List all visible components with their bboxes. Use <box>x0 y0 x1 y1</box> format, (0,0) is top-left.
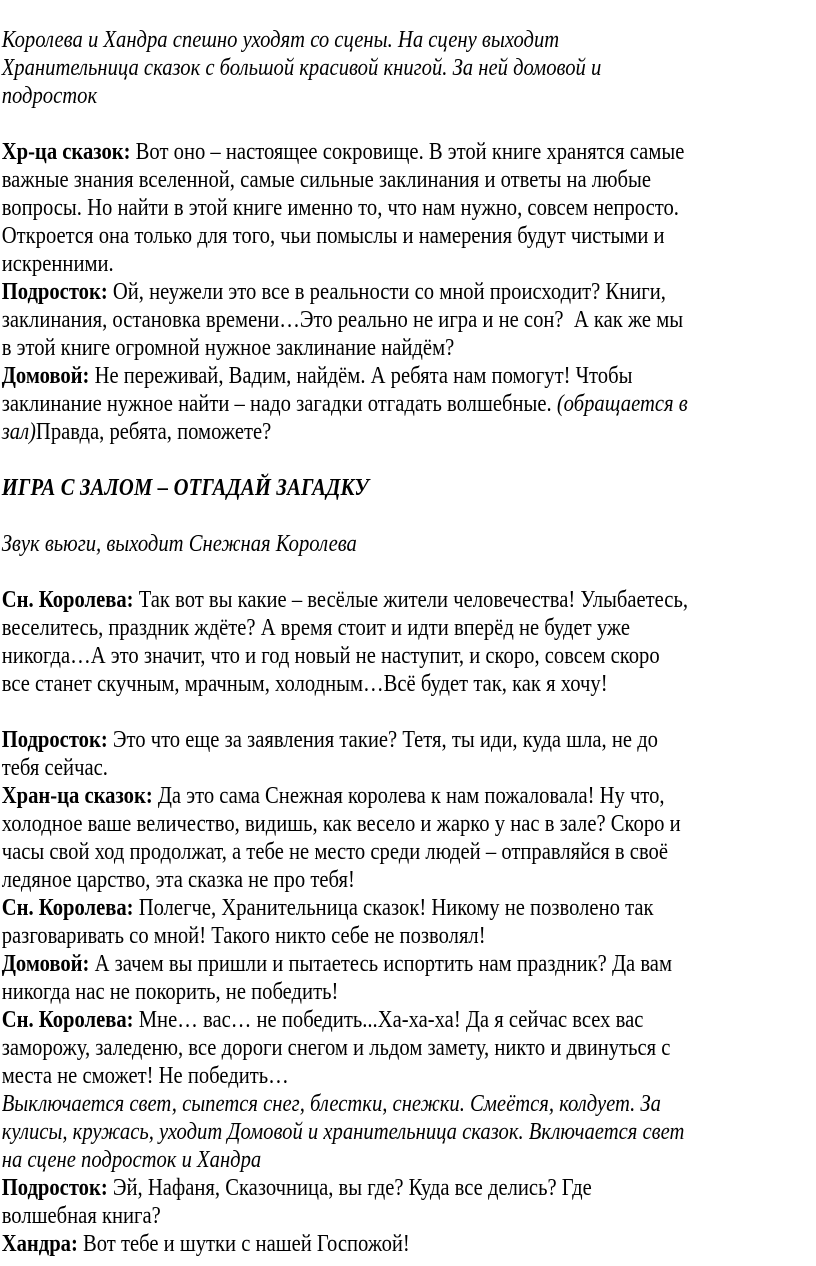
text-line <box>2 194 816 222</box>
dialogue-text: Вот тебе и шутки с нашей Госпожой! <box>77 1231 410 1257</box>
dialogue-text: заклинание нужное найти – надо загадки отгадать волшебные. <box>1 391 557 417</box>
text-line <box>2 1006 816 1034</box>
text-line <box>2 474 816 502</box>
text-line <box>2 586 816 614</box>
dialogue <box>2 278 816 362</box>
dialogue-text: холодное ваше величество, видишь, как весело и жарко у нас в зале? Скоро и <box>1 811 681 837</box>
text-line <box>2 866 816 894</box>
scene-heading <box>2 474 816 502</box>
dialogue-text: заморожу, заледеню, все дороги снегом и льдом замету, никто и двинуться с <box>1 1035 671 1061</box>
dialogue <box>2 362 816 446</box>
dialogue <box>2 1230 816 1258</box>
speaker-label: Сн. Королева: <box>1 895 134 921</box>
text-line <box>2 54 816 82</box>
dialogue-text: Ой, неужели это все в реальности со мной происходит? Книги, <box>107 279 666 305</box>
text-line <box>2 306 816 334</box>
text-line <box>2 334 816 362</box>
stage-direction-text: подросток <box>1 83 98 109</box>
dialogue-text: искренними. <box>1 251 114 277</box>
stage-direction-text: Королева и Хандра спешно уходят со сцены. На сцену выходит <box>1 27 560 53</box>
dialogue <box>2 782 816 894</box>
dialogue-text: волшебная книга? <box>1 1203 161 1229</box>
text-line <box>2 838 816 866</box>
stage-direction-text: на сцене подросток и Хандра <box>1 1147 262 1173</box>
text-line <box>2 894 816 922</box>
stage-direction <box>2 1090 816 1174</box>
dialogue <box>2 138 816 278</box>
speaker-label: Подросток: <box>1 1175 108 1201</box>
text-line <box>2 642 816 670</box>
dialogue-text: заклинания, остановка времени…Это реально не игра и не сон? А как же мы <box>1 307 684 333</box>
dialogue <box>2 586 816 698</box>
dialogue-text: все станет скучным, мрачным, холодным…Всё будет так, как я хочу! <box>1 671 608 697</box>
dialogue-text: часы свой ход продолжат, а тебе не место среди людей – отправляйся в своё <box>1 839 669 865</box>
text-line <box>2 1230 816 1258</box>
stage-direction-text: кулисы, кружась, уходит Домовой и хранительница сказок. Включается свет <box>1 1119 685 1145</box>
speaker-label: Подросток: <box>1 279 108 305</box>
text-line <box>2 418 816 446</box>
text-line <box>2 138 816 166</box>
text-line <box>2 1034 816 1062</box>
speaker-label: Подросток: <box>1 727 108 753</box>
text-line <box>2 82 816 110</box>
text-line <box>2 1174 816 1202</box>
text-line <box>2 530 816 558</box>
dialogue-text: Вот оно – настоящее сокровище. В этой книге хранятся самые <box>130 139 685 165</box>
speaker-label: Домовой: <box>1 363 90 389</box>
dialogue-text: веселитесь, праздник ждёте? А время стоит и идти вперёд не будет уже <box>1 615 630 641</box>
dialogue-text: Мне… вас… не победить...Ха-ха-ха! Да я сейчас всех вас <box>133 1007 644 1033</box>
speaker-label: Хандра: <box>1 1231 78 1257</box>
text-line <box>2 362 816 390</box>
dialogue-text: тебя сейчас. <box>1 755 108 781</box>
dialogue <box>2 726 816 782</box>
stage-direction <box>2 26 816 110</box>
inline-stage-note: зал) <box>1 419 36 445</box>
speaker-label: Сн. Королева: <box>1 1007 134 1033</box>
text-line <box>2 1090 816 1118</box>
dialogue-text: Это что еще за заявления такие? Тетя, ты иди, куда шла, не до <box>107 727 658 753</box>
text-line <box>2 754 816 782</box>
text-line <box>2 390 816 418</box>
text-line <box>2 166 816 194</box>
dialogue-text: никогда нас не покорить, не победить! <box>1 979 339 1005</box>
text-line <box>2 670 816 698</box>
text-line <box>2 922 816 950</box>
text-line <box>2 1146 816 1174</box>
dialogue-text: Эй, Нафаня, Сказочница, вы где? Куда все делись? Где <box>107 1175 592 1201</box>
dialogue-text: Не переживай, Вадим, найдём. А ребята нам помогут! Чтобы <box>89 363 633 389</box>
dialogue-text: Откроется она только для того, чьи помыслы и намерения будут чистыми и <box>1 223 665 249</box>
text-line <box>2 614 816 642</box>
text-line <box>2 1062 816 1090</box>
dialogue-text: Так вот вы какие – весёлые жители человечества! Улыбаетесь, <box>133 587 689 613</box>
dialogue-text: важные знания вселенной, самые сильные заклинания и ответы на любые <box>1 167 651 193</box>
heading-text: ИГРА С ЗАЛОМ – ОТГАДАЙ ЗАГАДКУ <box>1 475 369 501</box>
text-line <box>2 810 816 838</box>
text-line <box>2 1202 816 1230</box>
dialogue <box>2 1174 816 1230</box>
dialogue-text: места не сможет! Не победить… <box>1 1063 289 1089</box>
dialogue-text: А зачем вы пришли и пытаетесь испортить нам праздник? Да вам <box>89 951 673 977</box>
dialogue-text: Да это сама Снежная королева к нам пожаловала! Ну что, <box>152 783 665 809</box>
speaker-label: Хр-ца сказок: <box>1 139 131 165</box>
dialogue <box>2 894 816 950</box>
stage-direction-text: Выключается свет, сыпется снег, блестки, снежки. Смеётся, колдует. За <box>1 1091 661 1117</box>
inline-stage-note: (обращается в <box>556 391 688 417</box>
speaker-label: Домовой: <box>1 951 90 977</box>
text-line <box>2 950 816 978</box>
dialogue-text: Правда, ребята, поможете? <box>35 419 272 445</box>
dialogue-text: разговаривать со мной! Такого никто себе не позволял! <box>1 923 486 949</box>
stage-direction-text: Хранительница сказок с большой красивой книгой. За ней домовой и <box>1 55 602 81</box>
speaker-label: Хран-ца сказок: <box>1 783 153 809</box>
dialogue-text: никогда…А это значит, что и год новый не наступит, и скоро, совсем скоро <box>1 643 660 669</box>
dialogue-text: в этой книге огромной нужное заклинание найдём? <box>1 335 455 361</box>
text-line <box>2 726 816 754</box>
text-line <box>2 278 816 306</box>
stage-direction-text: Звук вьюги, выходит Снежная Королева <box>1 531 357 557</box>
text-line <box>2 26 816 54</box>
dialogue <box>2 950 816 1006</box>
text-line <box>2 1118 816 1146</box>
text-line <box>2 222 816 250</box>
dialogue-text: Полегче, Хранительница сказок! Никому не позволено так <box>133 895 654 921</box>
dialogue <box>2 1006 816 1090</box>
text-line <box>2 250 816 278</box>
stage-direction <box>2 530 816 558</box>
dialogue-text: вопросы. Но найти в этой книге именно то, что нам нужно, совсем непросто. <box>1 195 679 221</box>
text-line <box>2 978 816 1006</box>
dialogue-text: ледяное царство, эта сказка не про тебя! <box>1 867 355 893</box>
speaker-label: Сн. Королева: <box>1 587 134 613</box>
text-line <box>2 782 816 810</box>
